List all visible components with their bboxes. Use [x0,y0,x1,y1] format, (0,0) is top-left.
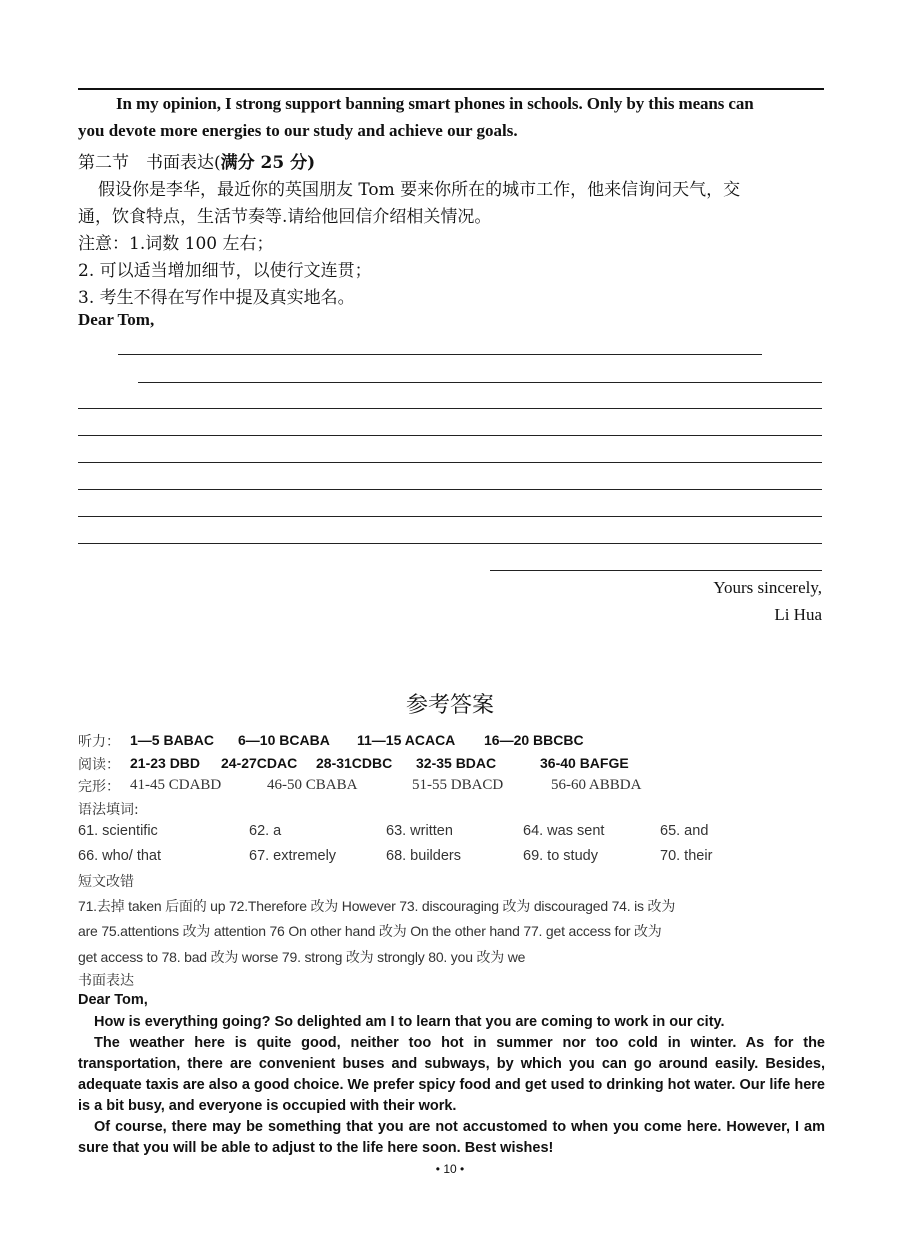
reading-answer: 21-23 DBD [130,755,201,771]
top-rule [78,88,824,90]
writing-line [138,382,822,383]
grammar-answer: 61. scientific [78,823,158,839]
reading-answer: 28-31CDBC [316,755,393,771]
model-paragraph-2-text: The weather here is quite good, neither too hot in summer nor too cold in winter. As for the transportation, there are convenient buses and subways, by which you can go around easily. Besides, adequate taxis are also a good choice. We prefer spicy food and get used to drinking hot water. Our life here is a bit busy, and everyone is occupied with their work. [78,1035,825,1114]
grammar-answer: 68. builders [386,848,461,864]
writing-line [78,408,822,409]
page-number: • 10 • [435,1162,465,1176]
correction-line: 71.去掉 taken 后面的 up 72.Therefore 改为 However 73. discouraging 改为 discouraged 74. is 改为 [78,898,676,914]
prompt-line-2: 通，饮食特点，生活节奏等.请给他回信介绍相关情况。 [78,207,492,227]
listening-label: 听力： [78,734,120,750]
writing-label: 书面表达 [78,973,134,989]
grammar-label: 语法填词: [78,802,139,818]
listening-answer: 1—5 BABAC [130,732,215,748]
grammar-answer: 70. their [660,848,713,864]
grammar-answer: 65. and [660,823,709,839]
model-paragraph-1 [78,1012,825,1033]
grammar-answer: 67. extremely [249,848,337,864]
reading-answer: 36-40 BAFGE [540,755,629,771]
model-paragraph-3-text: Of course, there may be something that you are not accustomed to when you come here. However, I am sure that you will be able to adjust to the life here soon. Best wishes! [78,1119,825,1156]
grammar-answer: 63. written [386,823,453,839]
note-3: 3. 考生不得在写作中提及真实地名。 [78,288,355,308]
cloze-answer: 56-60 ABBDA [551,777,642,793]
writing-line [78,435,822,436]
grammar-answer: 69. to study [523,848,598,864]
section-heading-score: 满分 25 分) [220,153,316,173]
writing-line [78,543,822,544]
reading-answer: 24-27CDAC [221,755,298,771]
answer-key-title: 参考答案 [405,693,494,718]
model-paragraph-2 [78,1033,825,1117]
section-heading [78,148,315,173]
letter-salutation: Dear Tom, [78,310,155,329]
listening-answer: 16—20 BBCBC [484,732,584,748]
correction-label: 短文改错 [78,874,134,890]
model-paragraph-3 [78,1117,825,1159]
writing-line [490,570,822,571]
prompt-line-1: 假设你是李华，最近你的英国朋友 Tom 要来你所在的城市工作，他来信询问天气，交 [98,180,741,200]
writing-line [118,354,762,355]
cloze-answer: 46-50 CBABA [267,777,358,793]
model-salutation: Dear Tom, [78,992,148,1008]
writing-line [78,516,822,517]
section-heading-prefix: 第二节 书面表达( [78,153,221,173]
cloze-answer: 41-45 CDABD [130,777,222,793]
model-paragraph-1-text: How is everything going? So delighted am I to learn that you are coming to work in our city. [94,1014,725,1030]
writing-line [78,489,822,490]
cloze-answer: 51-55 DBACD [412,777,504,793]
correction-line: get access to 78. bad 改为 worse 79. strong 改为 strongly 80. you 改为 we [78,949,526,965]
grammar-answer: 66. who/ that [78,848,162,864]
listening-answer: 11—15 ACACA [357,732,456,748]
essay-line-2: you devote more energies to our study and achieve our goals. [78,121,518,140]
reading-label: 阅读： [78,757,120,773]
essay-line-1: In my opinion, I strong support banning smart phones in schools. Only by this means can [116,94,754,113]
correction-line: are 75.attentions 改为 attention 76 On other hand 改为 On the other hand 77. get access for 改为 [78,923,662,939]
reading-answer: 32-35 BDAC [416,755,497,771]
note-1: 注意：1.词数 100 左右； [78,234,274,254]
note-2: 2. 可以适当增加细节，以使行文连贯； [78,261,372,281]
grammar-answer: 62. a [249,823,282,839]
writing-line [78,462,822,463]
letter-signature: Li Hua [774,605,822,624]
grammar-answer: 64. was sent [523,823,605,839]
cloze-label: 完形： [78,779,120,795]
letter-closing: Yours sincerely, [713,578,822,597]
listening-answer: 6—10 BCABA [238,732,330,748]
